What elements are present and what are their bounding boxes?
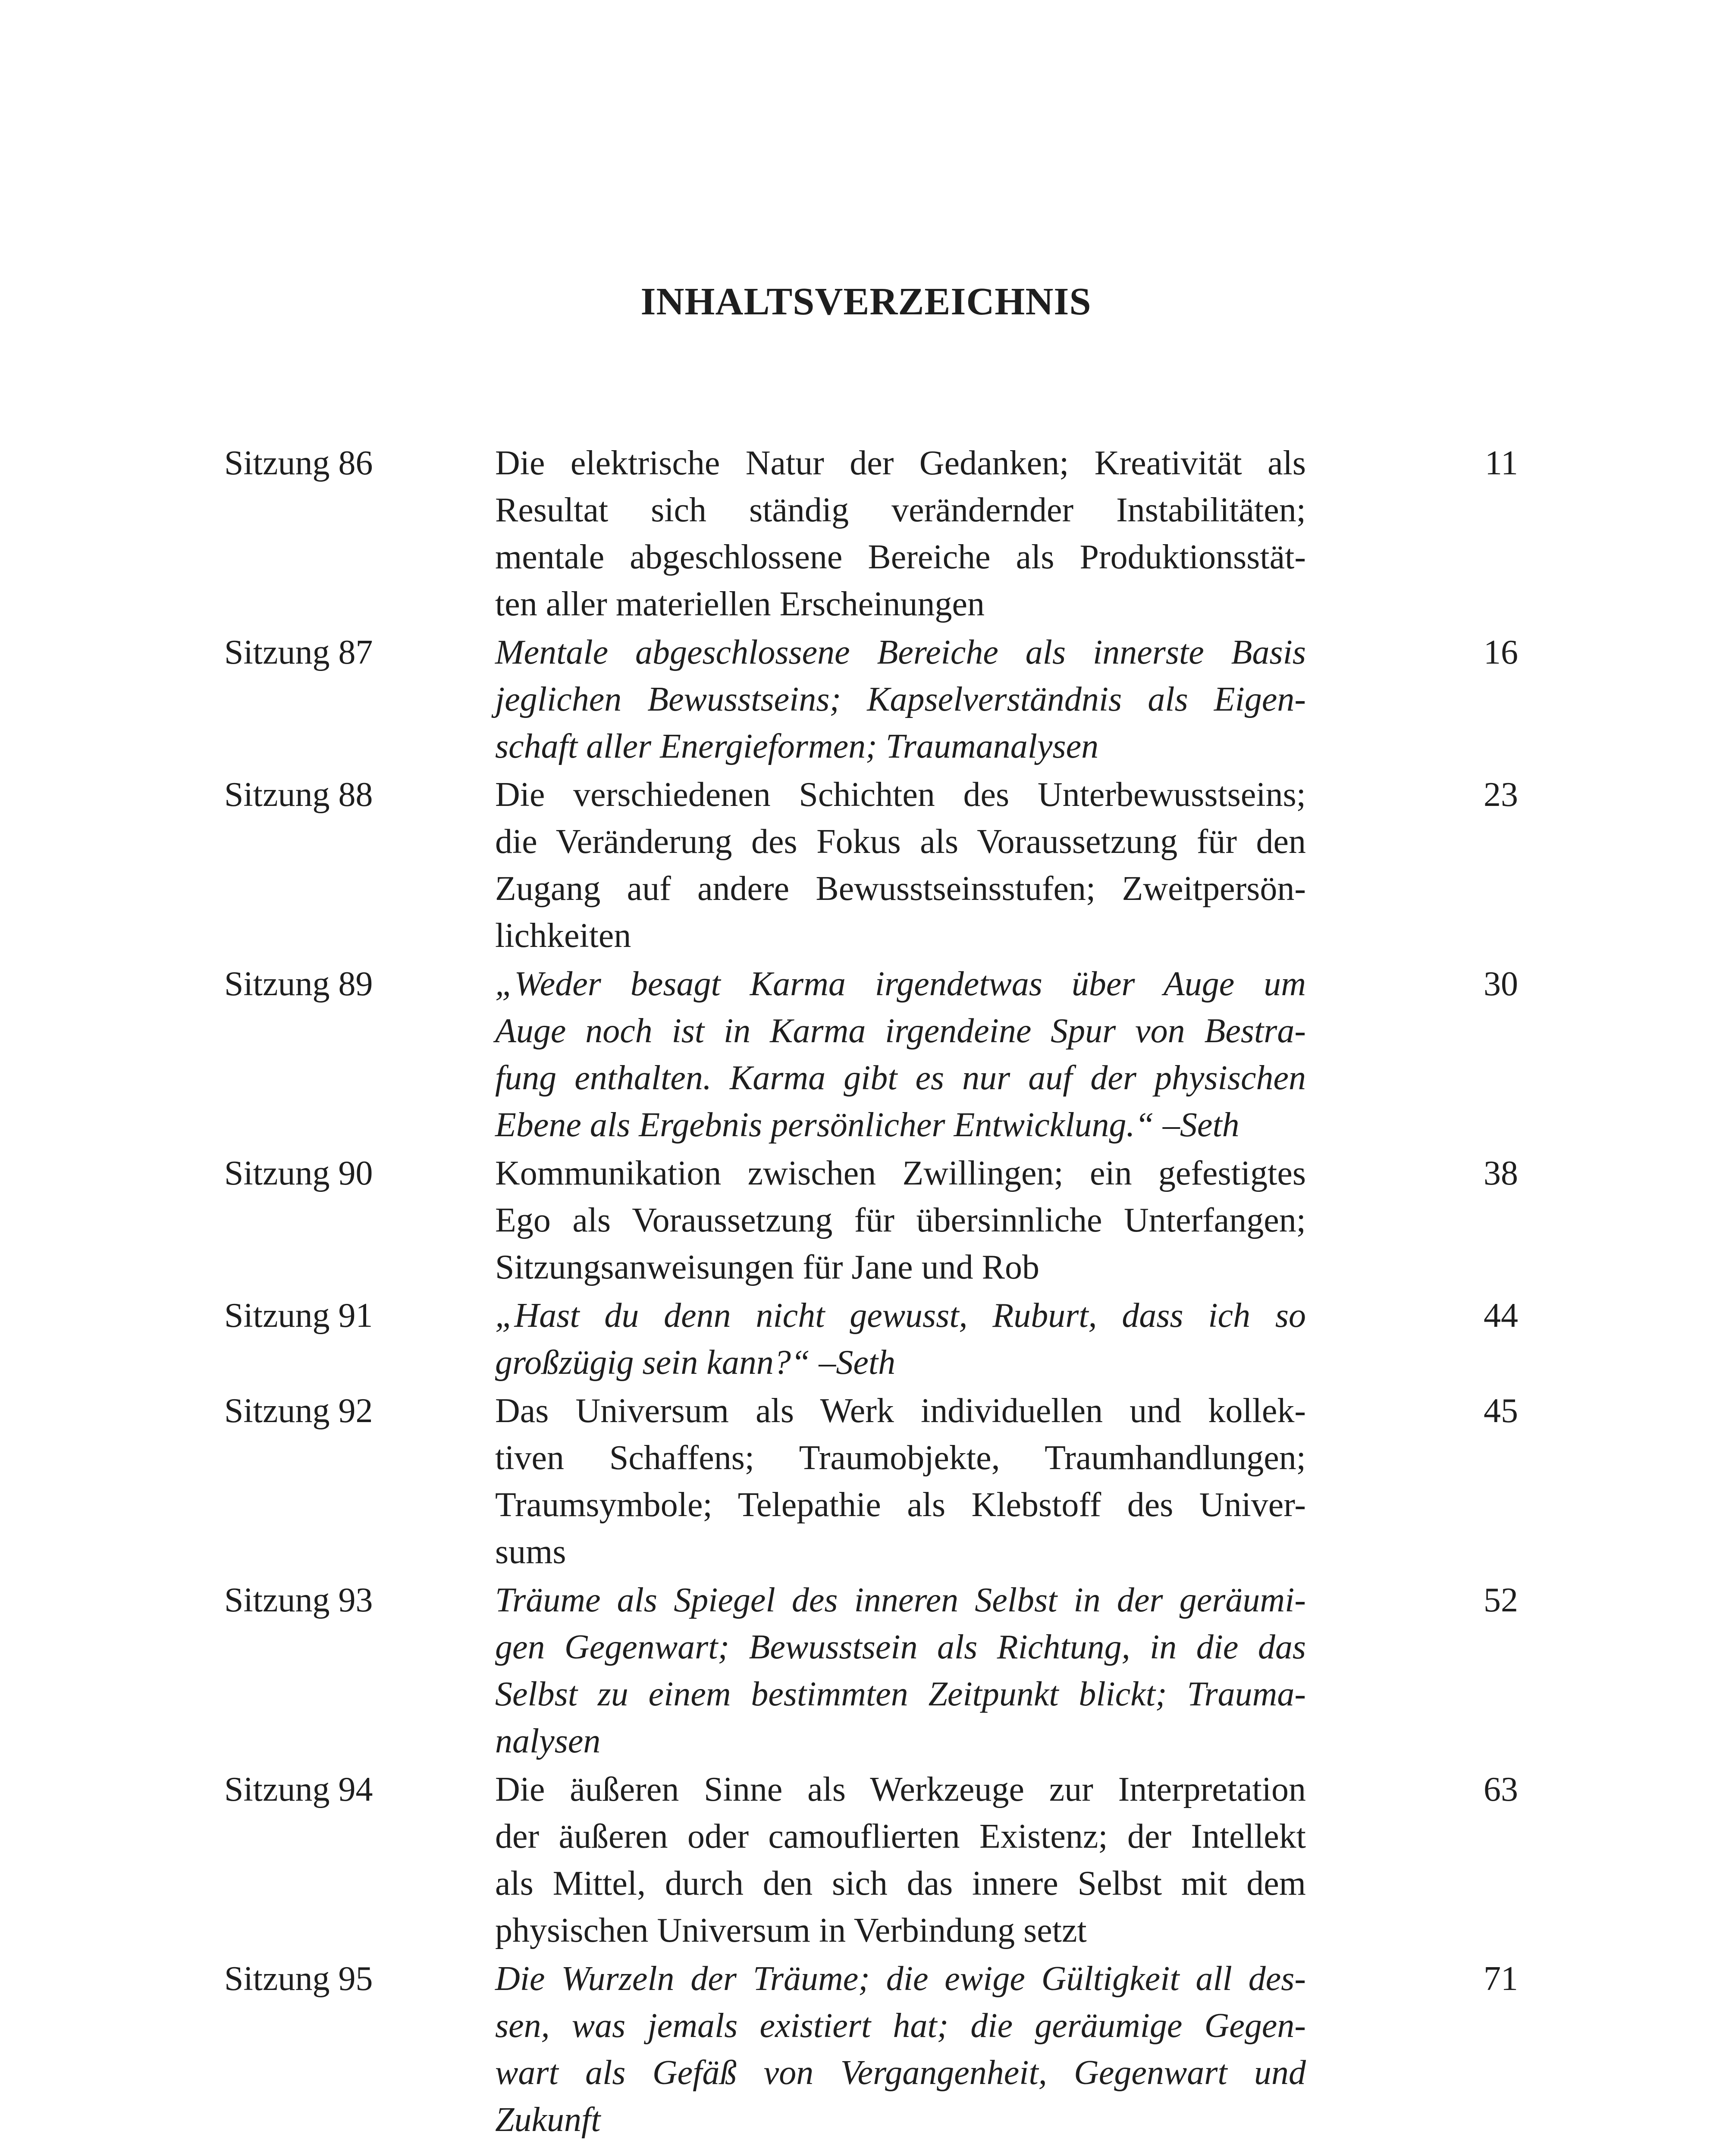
session-label: Sitzung 89 [224, 965, 373, 1003]
session-description [495, 440, 1306, 628]
description-line: mentale abgeschlossene Bereiche als Produktionsstät- [495, 538, 1306, 576]
toc-entry [224, 1766, 1518, 1954]
toc-entry [224, 1577, 1518, 1765]
description-line: schaft aller Energieformen; Traumanalysen [495, 727, 1099, 765]
description-line: Sitzungsanweisungen für Jane und Rob [495, 1248, 1040, 1286]
toc-entry [224, 1388, 1518, 1576]
session-description [495, 771, 1306, 959]
session-label: Sitzung 94 [224, 1771, 373, 1808]
toc-entry [224, 1292, 1518, 1386]
description-line: lichkeiten [495, 917, 631, 955]
session-description [495, 1388, 1306, 1576]
description-line: Ebene als Ergebnis persönlicher Entwicklung.“ –Seth [495, 1106, 1239, 1144]
description-line: Auge noch ist in Karma irgendeine Spur von Bestra- [495, 1012, 1306, 1050]
description-line: Kommunikation zwischen Zwillingen; ein gefestigtes [495, 1154, 1306, 1192]
description-line: Die Wurzeln der Träume; die ewige Gültigkeit all des- [495, 1960, 1306, 1998]
session-description [495, 1766, 1306, 1954]
table-of-contents [224, 440, 1518, 2145]
page-number: 16 [1484, 633, 1518, 671]
page-number: 71 [1484, 1960, 1518, 1998]
page-number: 38 [1484, 1154, 1518, 1192]
session-label: Sitzung 92 [224, 1392, 373, 1430]
description-line: jeglichen Bewusstseins; Kapselverständnis als Eigen- [495, 680, 1306, 718]
session-description [495, 1150, 1306, 1291]
description-line: Das Universum als Werk individuellen und kollek- [495, 1392, 1306, 1430]
session-label: Sitzung 93 [224, 1581, 373, 1619]
page-number: 44 [1484, 1297, 1518, 1335]
session-description [495, 1955, 1306, 2143]
description-line: Zugang auf andere Bewusstseinsstufen; Zweitpersön- [495, 870, 1306, 908]
description-line: Ego als Voraussetzung für übersinnliche Unterfangen; [495, 1201, 1306, 1239]
session-label: Sitzung 91 [224, 1297, 373, 1335]
description-line: Traumsymbole; Telepathie als Klebstoff des Univer- [495, 1486, 1306, 1524]
session-label: Sitzung 87 [224, 633, 373, 671]
description-line: großzügig sein kann?“ –Seth [495, 1344, 896, 1382]
session-label: Sitzung 88 [224, 776, 373, 814]
toc-entry [224, 961, 1518, 1149]
description-line: sen, was jemals existiert hat; die geräumige Gegen- [495, 2007, 1306, 2045]
page-number: 63 [1484, 1771, 1518, 1808]
description-line: Die äußeren Sinne als Werkzeuge zur Interpretation [495, 1771, 1306, 1808]
page-number: 30 [1484, 965, 1518, 1003]
description-line: gen Gegenwart; Bewusstsein als Richtung, in die das [495, 1628, 1306, 1666]
description-line: nalysen [495, 1722, 601, 1760]
toc-entry [224, 1150, 1518, 1291]
session-label: Sitzung 95 [224, 1960, 373, 1998]
session-label: Sitzung 86 [224, 444, 373, 482]
page-number: 23 [1484, 776, 1518, 814]
toc-entry [224, 1955, 1518, 2143]
description-line: physischen Universum in Verbindung setzt [495, 1912, 1087, 1949]
session-description [495, 1292, 1306, 1386]
description-line: Die elektrische Natur der Gedanken; Kreativität als [495, 444, 1306, 482]
description-line: ten aller materiellen Erscheinungen [495, 585, 985, 623]
description-line: Zukunft [495, 2101, 601, 2139]
description-line: tiven Schaffens; Traumobjekte, Traumhandlungen; [495, 1439, 1306, 1477]
page-number: 45 [1484, 1392, 1518, 1430]
description-line: der äußeren oder camouflierten Existenz; der Intellekt [495, 1818, 1306, 1855]
description-line: als Mittel, durch den sich das innere Selbst mit dem [495, 1865, 1306, 1902]
description-line: Die verschiedenen Schichten des Unterbewusstseins; [495, 776, 1306, 814]
description-line: die Veränderung des Fokus als Voraussetzung für den [495, 823, 1306, 861]
description-line: „Hast du denn nicht gewusst, Ruburt, dass ich so [495, 1297, 1306, 1335]
page-title: INHALTSVERZEICHNIS [640, 280, 1092, 323]
description-line: Selbst zu einem bestimmten Zeitpunkt blickt; Trauma- [495, 1675, 1306, 1713]
session-label: Sitzung 90 [224, 1154, 373, 1192]
toc-entry [224, 629, 1518, 770]
description-line: Mentale abgeschlossene Bereiche als innerste Basis [495, 633, 1306, 671]
toc-entry [224, 440, 1518, 628]
description-line: sums [495, 1533, 566, 1571]
description-line: Resultat sich ständig verändernder Instabilitäten; [495, 491, 1306, 529]
description-line: wart als Gefäß von Vergangenheit, Gegenwart und [495, 2054, 1306, 2092]
page-number: 52 [1484, 1581, 1518, 1619]
session-description [495, 961, 1306, 1149]
description-line: Träume als Spiegel des inneren Selbst in der geräumi- [495, 1581, 1306, 1619]
description-line: „Weder besagt Karma irgendetwas über Auge um [495, 965, 1306, 1003]
page-number: 11 [1484, 444, 1518, 482]
toc-entry [224, 771, 1518, 959]
session-description [495, 1577, 1306, 1765]
description-line: fung enthalten. Karma gibt es nur auf der physischen [495, 1059, 1306, 1097]
session-description [495, 629, 1306, 770]
